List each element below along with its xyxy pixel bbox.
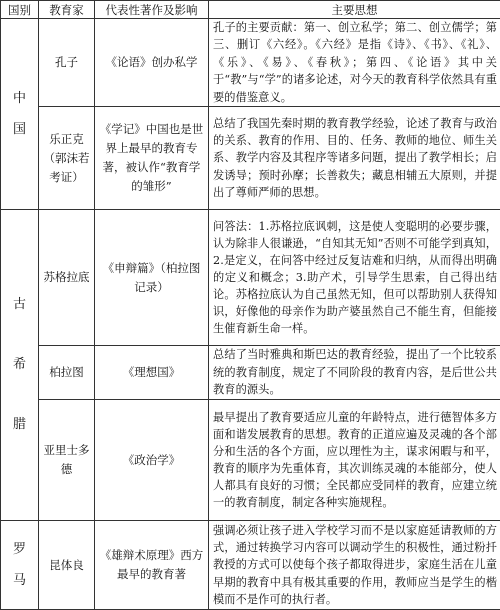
table-row bbox=[1, 346, 500, 400]
country-char: 中 bbox=[1, 83, 38, 114]
educator-cell: 苏格拉底 bbox=[39, 210, 95, 346]
country-char: 希 bbox=[1, 335, 38, 395]
header-works: 代表性著作及影响 bbox=[95, 1, 209, 19]
header-ideas: 主要思想 bbox=[209, 1, 500, 19]
educator-cell: 昆体良 bbox=[39, 521, 95, 610]
country-char: 马 bbox=[1, 565, 38, 596]
ideas-cell: 总结了当时雅典和斯巴达的教育经验，提出了一个比较系统的教育制度，规定了不同阶段的教育内容，是后世公共教育的源头。 bbox=[209, 346, 500, 400]
ideas-cell: 总结了我国先秦时期的教育教学经验，论述了教育与政治的关系、教育的作用、目的、任务、教师的地位、师生关系、教学内容及其程序等诸多问题，提出了教学相长；启发诱导；预时孙摩；长善救失；藏息相辅五大原则，并提出了尊师严师的思想。 bbox=[209, 107, 500, 210]
table-row bbox=[1, 210, 500, 346]
ideas-cell: 孔子的主要贡献：第一、创立私学；第二、创立儒学；第三、删订《六经》。《六经》是指《诗》、《书》、《礼》、《乐》、《易》、《春秋》；第四、《论语》其中关于“教”与“学”的诸多论述，对今天的教育科学依然具有重要的借鉴意义。 bbox=[209, 19, 500, 107]
country-char: 罗 bbox=[1, 534, 38, 565]
works-cell: 《学记》中国也是世界上最早的教育专著，被认作“教育学的雏形” bbox=[95, 107, 209, 210]
table-row bbox=[1, 19, 500, 107]
table-row bbox=[1, 521, 500, 610]
header-country: 国别 bbox=[1, 1, 39, 19]
country-char: 古 bbox=[1, 275, 38, 335]
ideas-cell: 问答法：1.苏格拉底讽刺，这是使人变聪明的必要步骤，认为除非人很谦逊，“自知其无知”否则不可能学到真知，2.是定义，在问答中经过反复诘难和归纳，从而得出明确的定义和概念；3.助产术，引导学生思索，自己得出结论。苏格拉底认为自己虽然无知，但可以帮助别人获得知识，好像他的母亲作为助产婆虽然自己不能生育，但能接生催育新生命一样。 bbox=[209, 210, 500, 346]
ideas-cell: 强调必须让孩子进入学校学习而不是以家庭延请教师的方式，通过转换学习内容可以调动学生的积极性，通过粉扦教授的方式可以使每个孩子都取得进步，家庭生活在儿童早期的教育中具有极其重要的作用，教师应当是学生的楷模而不是作可的执行者。 bbox=[209, 521, 500, 610]
ideas-cell: 最早提出了教育要适应儿童的年龄特点，进行德智体多方面和谐发展教育的思想。教育的正道应遍及灵魂的各个部分和生活的各个方面，应以理性为主，谋求闲暇与和平，教育的顺序为先重体育，其次训练灵魂的本能部分，使人人都具有良好的习惯；全民都应受同样的教育，应建立统一的教育制度，制定各种实施规程。 bbox=[209, 400, 500, 521]
country-char: 腊 bbox=[1, 395, 38, 455]
works-cell: 《申辩篇》（柏拉图记录） bbox=[95, 210, 209, 346]
works-cell: 《论语》创办私学 bbox=[95, 19, 209, 107]
table-row bbox=[1, 107, 500, 210]
educator-cell: 柏拉图 bbox=[39, 346, 95, 400]
country-cell-greece bbox=[1, 210, 39, 521]
works-cell: 《政治学》 bbox=[95, 400, 209, 521]
educator-cell: 乐正克（郭沫若考证） bbox=[39, 107, 95, 210]
country-char: 国 bbox=[1, 114, 38, 145]
table-row bbox=[1, 400, 500, 521]
works-cell: 《理想国》 bbox=[95, 346, 209, 400]
country-cell-china bbox=[1, 19, 39, 210]
educator-cell: 孔子 bbox=[39, 19, 95, 107]
country-cell-rome bbox=[1, 521, 39, 610]
header-row bbox=[1, 1, 500, 19]
works-cell: 《雄辩术原理》西方最早的教育著 bbox=[95, 521, 209, 610]
educator-cell: 亚里士多德 bbox=[39, 400, 95, 521]
header-educator: 教育家 bbox=[39, 1, 95, 19]
